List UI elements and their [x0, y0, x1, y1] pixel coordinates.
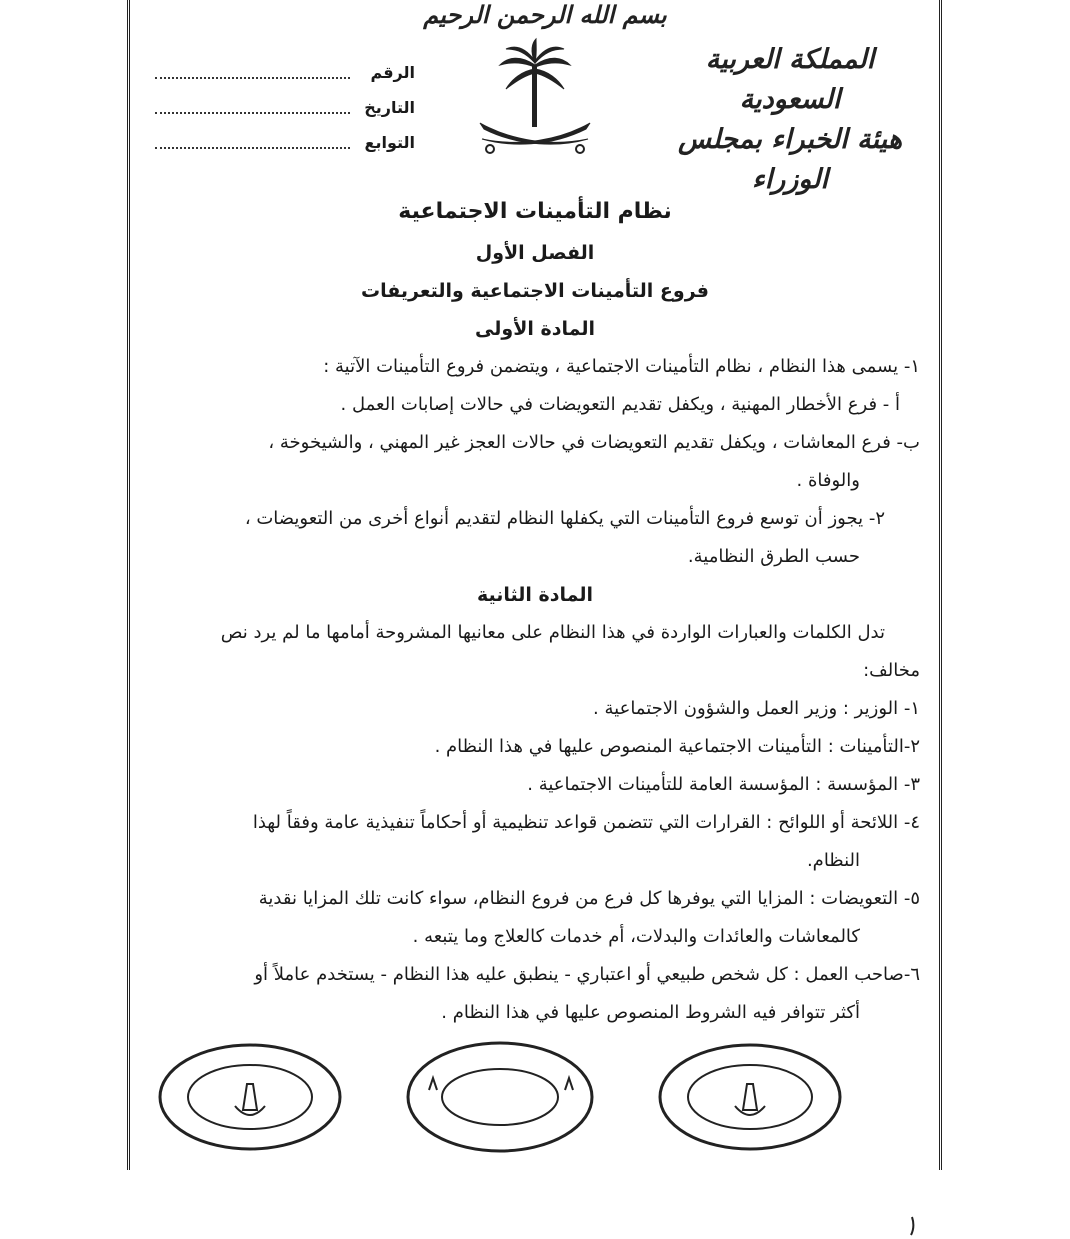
article-1-item-a: أ - فرع الأخطار المهنية ، ويكفل تقديم التعويضات في حالات إصابات العمل . — [340, 394, 900, 415]
definition-5-cont: كالمعاشات والعائدات والبدلات، أم خدمات كالعلاج وما يتبعه . — [412, 926, 860, 947]
official-stamps — [155, 1040, 925, 1165]
document-body — [150, 190, 920, 1032]
field-date-line — [155, 102, 350, 114]
definition-4: ٤- اللائحة أو اللوائح : القرارات التي تتضمن قواعد تنظيمية أو أحكاماً تنفيذية عامة وفقاً لهذا — [252, 812, 920, 833]
field-date — [155, 90, 415, 125]
organization-header — [660, 40, 920, 200]
article-1-clause-1: ١- يسمى هذا النظام ، نظام التأمينات الاجتماعية ، ويتضمن فروع التأمينات الآتية : — [323, 356, 920, 377]
definition-3: ٣- المؤسسة : المؤسسة العامة للتأمينات الاجتماعية . — [527, 774, 920, 795]
article-2-intro-cont: مخالف: — [863, 660, 920, 681]
definition-5: ٥- التعويضات : المزايا التي يوفرها كل فرع من فروع النظام، سواء كانت تلك المزايا نقدية — [258, 888, 920, 909]
field-number — [155, 55, 415, 90]
article-1-clause-2: ٢- يجوز أن توسع فروع التأمينات التي يكفلها النظام لتقديم أنواع أخرى من التعويضات ، — [244, 508, 885, 529]
saudi-emblem-icon — [470, 35, 600, 165]
definition-6: ٦-صاحب العمل : كل شخص طبيعي أو اعتباري - ينطبق عليه هذا النظام - يستخدم عاملاً أو — [254, 964, 920, 985]
article-2-heading: المادة الثانية — [476, 584, 594, 606]
page-mark-icon — [908, 1215, 916, 1237]
field-number-label: الرقم — [370, 63, 415, 82]
definition-4-cont: النظام. — [806, 850, 860, 871]
article-1-item-b-cont: والوفاة . — [796, 470, 860, 491]
article-1-item-b: ب- فرع المعاشات ، ويكفل تقديم التعويضات في حالات العجز غير المهني ، والشيخوخة ، — [268, 432, 920, 453]
chapter-heading: الفصل الأول — [475, 242, 595, 264]
basmala: بسم الله الرحمن الرحيم — [423, 0, 667, 29]
field-attachments-line — [155, 137, 350, 149]
article-1-clause-2-cont: حسب الطرق النظامية. — [687, 546, 860, 567]
stamp-experts-commission-icon — [155, 1040, 345, 1155]
reference-fields — [155, 55, 415, 160]
definition-6-cont: أكثر تتوافر فيه الشروط المنصوص عليها في هذا النظام . — [441, 1002, 860, 1023]
stamp-general-secretariat-icon — [655, 1040, 845, 1155]
definition-2: ٢-التأمينات : التأمينات الاجتماعية المنصوص عليها في هذا النظام . — [434, 736, 920, 757]
chapter-title: فروع التأمينات الاجتماعية والتعريفات — [361, 280, 709, 302]
article-2-intro: تدل الكلمات والعبارات الواردة في هذا النظام على معانيها المشروحة أمامها ما لم يرد نص — [220, 622, 885, 643]
definition-1: ١- الوزير : وزير العمل والشؤون الاجتماعية . — [593, 698, 920, 719]
field-attachments — [155, 125, 415, 160]
document-title: نظام التأمينات الاجتماعية — [398, 199, 672, 224]
field-attachments-label: التوابع — [364, 133, 415, 152]
org-line-1: المملكة العربية السعودية — [705, 44, 875, 115]
field-date-label: التاريخ — [364, 98, 415, 117]
stamp-cabinet-office-icon — [405, 1040, 595, 1155]
article-1-heading: المادة الأولى — [475, 318, 595, 340]
field-number-line — [155, 67, 350, 79]
org-line-2: هيئة الخبراء بمجلس الوزراء — [677, 124, 903, 195]
